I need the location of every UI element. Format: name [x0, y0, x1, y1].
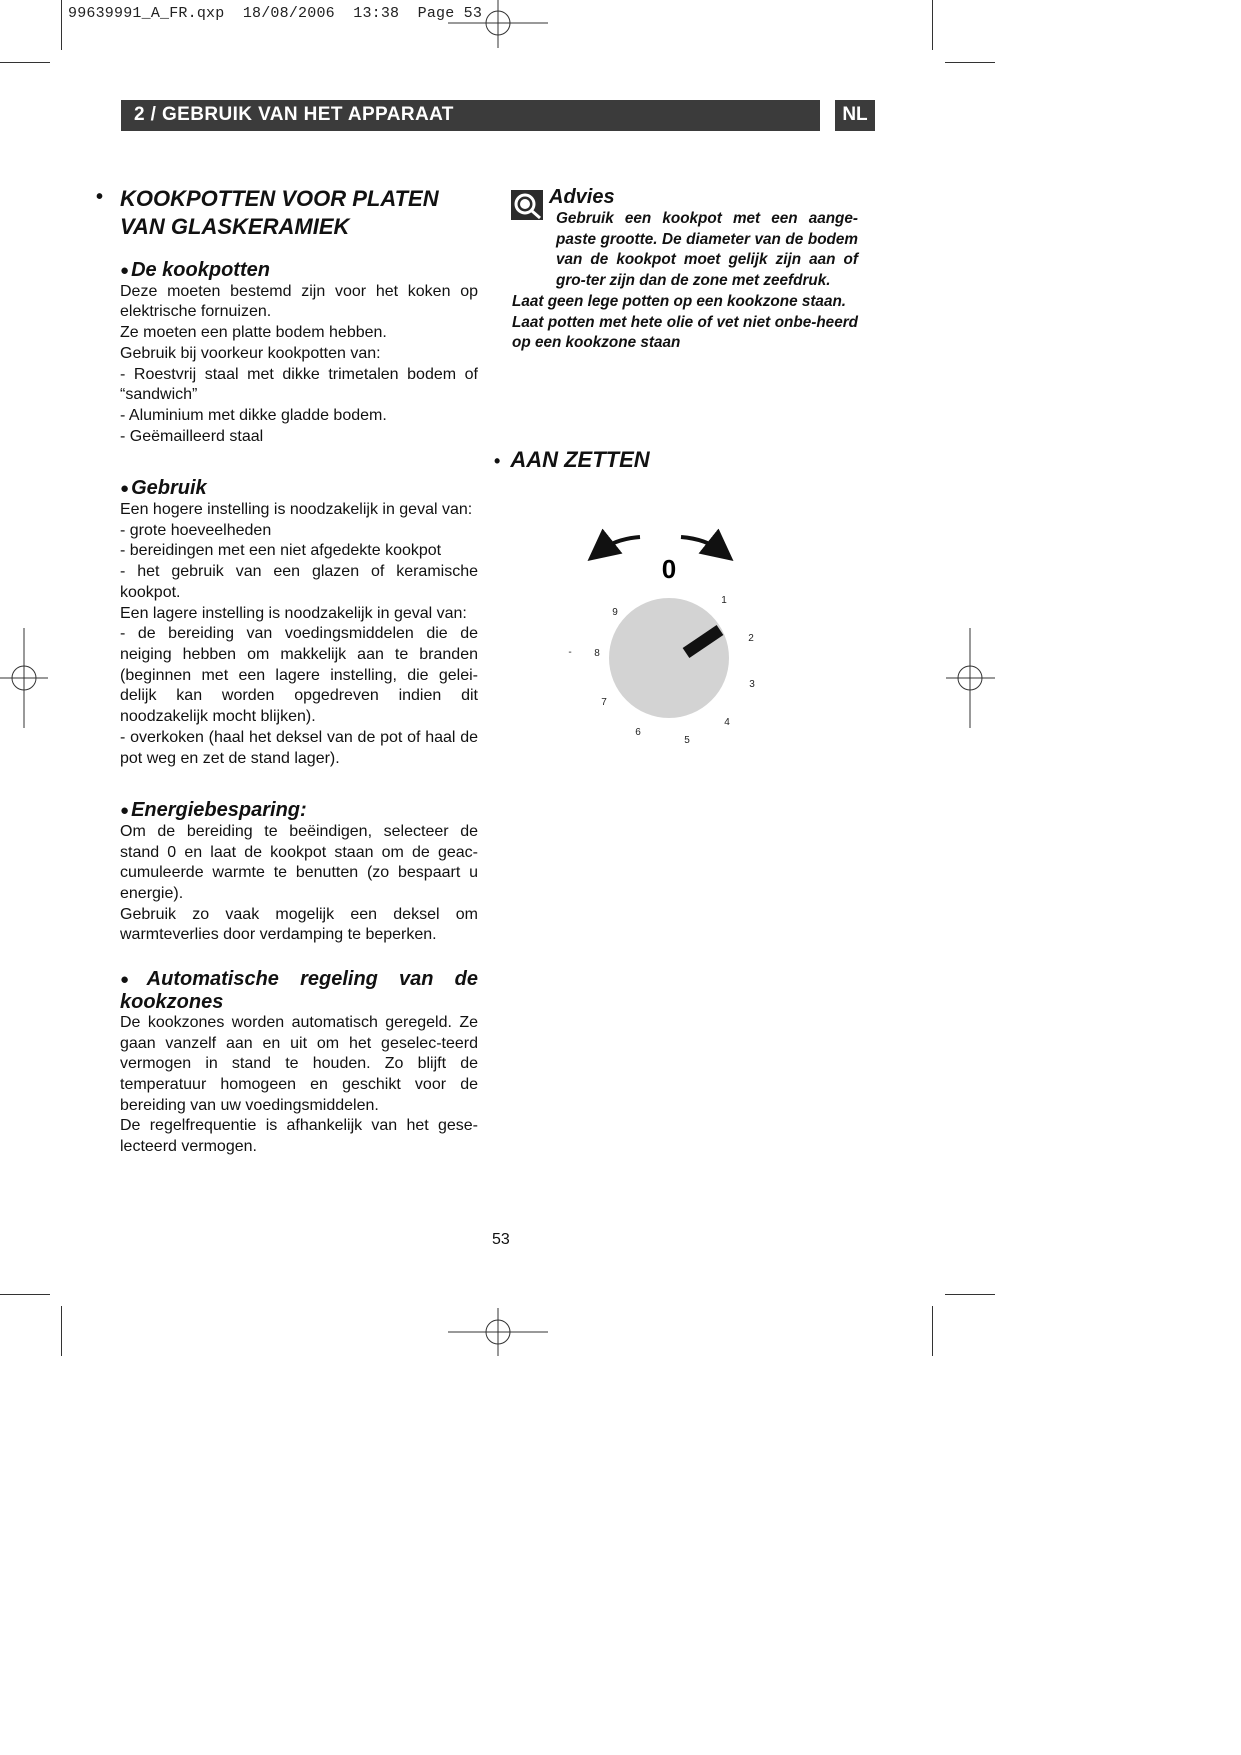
page-number: 53 — [492, 1231, 510, 1248]
bullet-icon: ● — [120, 480, 130, 498]
left-column — [96, 185, 478, 1180]
section-body: Om de bereiding te beëindigen, selecteer de stand 0 en laat de kookpot staan om de geac-cumuleerde warmte te benutten (zo bespaart u energie). Gebruik zo vaak mogelijk een deksel om warmteverlies door verdamping te beperken. — [120, 822, 478, 944]
dial-label: 7 — [601, 697, 607, 708]
control-knob-diagram — [555, 525, 755, 750]
knob-dial — [609, 598, 729, 718]
advies-title: Advies — [549, 186, 615, 208]
section-body: De kookzones worden automatisch geregeld. Ze gaan vanzelf aan en uit om het geselec-teerd vermogen in stand te houden. Zo blijft de temperatuur homogeen en geschikt voor de bereiding van uw voedingsmiddelen. De regelfrequentie is afhankelijk van het gese-lecteerd vermogen. — [120, 1013, 478, 1156]
bullet-icon: ● — [120, 970, 145, 988]
section-title: ● Gebruik — [120, 477, 207, 500]
advies-text: Gebruik een kookpot met een aange-paste grootte. De diameter van de bodem van de kookpot moet gelijk zijn aan of gro-ter zijn dan de zone met zeefdruk. Laat geen lege potten op een kookzone staan. Laat potten met hete olie of vet niet onbe-heerd op een kookzone staan — [512, 210, 858, 352]
bullet-icon: ● — [120, 801, 130, 819]
main-heading-line-2: VAN GLASKERAMIEK — [120, 214, 350, 239]
dial-label: 1 — [721, 595, 727, 606]
aan-zetten-heading: • AAN ZETTEN — [494, 447, 650, 472]
dial-label: 4 — [724, 717, 730, 728]
knob-zero-label: 0 — [661, 554, 677, 584]
dial-label: 9 — [612, 607, 618, 618]
dial-label: 2 — [748, 633, 754, 644]
section-energiebesparing — [120, 799, 478, 946]
rotate-right-arrow-icon — [681, 537, 721, 551]
main-heading-line-1: KOOKPOTTEN VOOR PLATEN — [120, 186, 439, 211]
section-title: ● Automatische regeling van de kookzones — [120, 968, 478, 1013]
dial-label: 3 — [749, 679, 755, 690]
section-title: ● Energiebesparing: — [120, 799, 307, 822]
bullet-icon: • — [494, 451, 501, 471]
section-automatische-regeling — [120, 968, 478, 1158]
bullet-icon: • — [96, 186, 104, 208]
section-kookpotten — [120, 259, 478, 447]
print-slug: 99639991_A_FR.qxp 18/08/2006 13:38 Page 53 — [68, 5, 483, 22]
language-badge: NL — [835, 100, 875, 131]
section-body: Een hogere instelling is noodzakelijk in geval van: - grote hoeveelheden - bereidingen met een niet afgedekte kookpot - het gebruik van een glazen of keramische kookpot. Een lagere instelling is noodzakelijk in geval van: - de bereiding van voedingsmiddelen die de neiging hebben om makkelijk aan te branden (beginnen met een lagere instelling, die gelei-delijk kan worden opgedreven indien dit noodzakelijk mocht blijken). - overkoken (haal het deksel van de pot of haal de pot weg en zet de stand lager). — [120, 501, 478, 767]
dial-label: 6 — [635, 727, 641, 738]
bullet-icon: ● — [120, 261, 130, 279]
dial-label: 5 — [684, 735, 690, 746]
section-title: ● De kookpotten — [120, 259, 270, 281]
dial-minus-label: - — [568, 647, 572, 658]
section-body: Deze moeten bestemd zijn voor het koken op elektrische fornuizen. Ze moeten een platte bodem hebben. Gebruik bij voorkeur kookpotten van: - Roestvrij staal met dikke trimetalen bodem of “sandwich” - Aluminium met dikke gladde bodem. - Geëmailleerd staal — [120, 282, 478, 445]
rotate-left-arrow-icon — [600, 537, 640, 551]
header-title: 2 / GEBRUIK VAN HET APPARAAT — [134, 104, 454, 125]
main-heading — [96, 185, 478, 241]
section-gebruik — [120, 477, 478, 769]
dial-label: 8 — [594, 648, 600, 659]
